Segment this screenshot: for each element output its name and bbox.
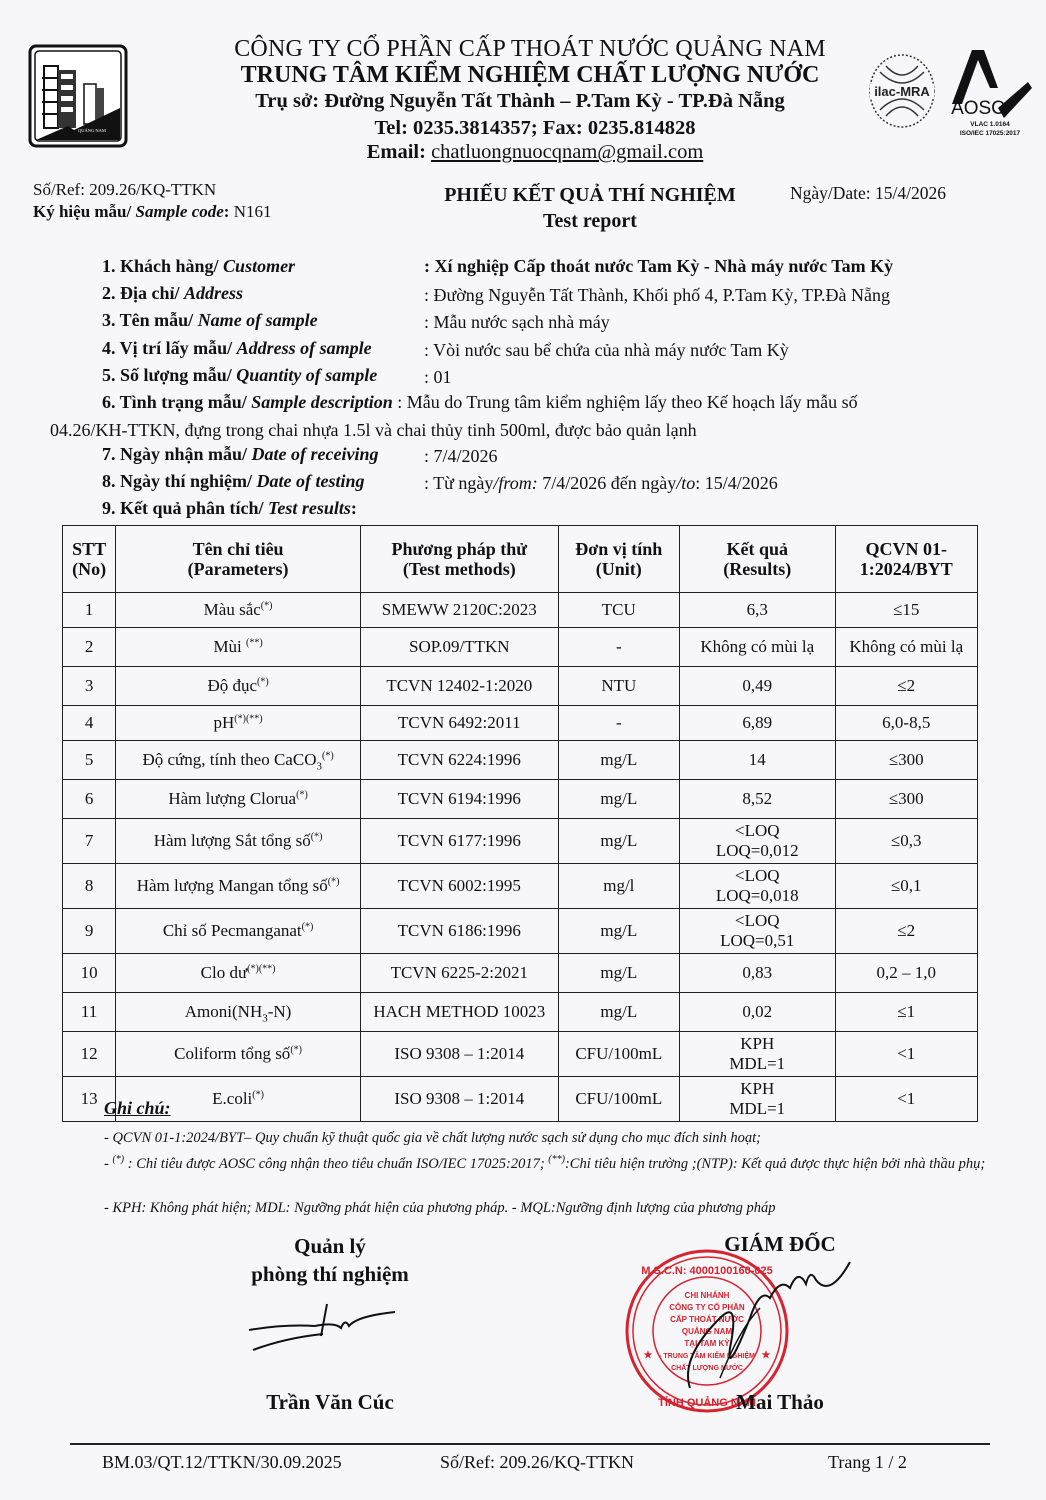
cell-parameter: Chỉ số Pecmanganat(*) xyxy=(116,909,361,954)
col-header-unit: Đơn vị tính (Unit) xyxy=(558,526,679,593)
company-name: CÔNG TY CỔ PHẦN CẤP THOÁT NƯỚC QUẢNG NAM xyxy=(234,36,826,62)
cell-method: ISO 9308 – 1:2014 xyxy=(360,1077,558,1122)
note-abbreviations: - KPH: Không phát hiện; MDL: Ngưỡng phát hiện của phương pháp. - MQL:Ngưỡng định lượng của phương pháp xyxy=(104,1200,776,1216)
cell-method: HACH METHOD 10023 xyxy=(360,993,558,1032)
cell-limit: <1 xyxy=(835,1032,978,1077)
sample-code-label-vn: Ký hiệu mẫu/ xyxy=(33,202,132,221)
cell-limit: ≤2 xyxy=(835,667,978,706)
col-header-results: Kết quả (Results) xyxy=(680,526,836,593)
info-sample-name-label: 3. Tên mẫu/ Name of sample xyxy=(102,310,318,330)
cell-unit: NTU xyxy=(558,667,679,706)
cell-method: SMEWW 2120C:2023 xyxy=(360,593,558,628)
cell-limit: ≤1 xyxy=(835,993,978,1032)
cell-unit: mg/L xyxy=(558,954,679,993)
report-date xyxy=(790,183,946,204)
note-qcvn: - QCVN 01-1:2024/BYT– Quy chuẩn kỹ thuật quốc gia về chất lượng nước sạch sử dụng cho mục đích sinh hoạt; xyxy=(104,1130,761,1146)
cell-unit: - xyxy=(558,706,679,741)
cell-unit: mg/l xyxy=(558,864,679,909)
cell-no: 13 xyxy=(63,1077,116,1122)
table-row xyxy=(63,864,978,909)
svg-text:CHI NHÁNH: CHI NHÁNH xyxy=(684,1291,730,1300)
cell-unit: TCU xyxy=(558,593,679,628)
cell-no: 10 xyxy=(63,954,116,993)
svg-text:TẠI TAM KỲ: TẠI TAM KỲ xyxy=(684,1339,730,1348)
cell-result: 14 xyxy=(680,741,836,780)
svg-text:TỈNH QUẢNG NAM: TỈNH QUẢNG NAM xyxy=(658,1397,756,1409)
ref-label: Số/Ref: xyxy=(33,180,85,199)
company-email xyxy=(320,141,750,164)
col-header-qcvn: QCVN 01- 1:2024/BYT xyxy=(835,526,978,593)
cell-limit: ≤300 xyxy=(835,741,978,780)
cell-result: 6,89 xyxy=(680,706,836,741)
cell-method: TCVN 6194:1996 xyxy=(360,780,558,819)
cell-unit: mg/L xyxy=(558,993,679,1032)
svg-text:QUẢNG NAM: QUẢNG NAM xyxy=(681,1327,733,1336)
ilac-mra-logo xyxy=(866,50,938,132)
cell-unit: mg/L xyxy=(558,819,679,864)
table-row xyxy=(63,593,978,628)
cell-parameter: E.coli(*) xyxy=(116,1077,361,1122)
aosc-logo xyxy=(948,48,1034,142)
center-name: TRUNG TÂM KIỂM NGHIỆM CHẤT LƯỢNG NƯỚC xyxy=(240,62,820,88)
date-label: Ngày/Date: xyxy=(790,183,871,203)
cell-no: 12 xyxy=(63,1032,116,1077)
lab-manager-title: Quản lý phòng thí nghiệm xyxy=(251,1234,409,1286)
results-table xyxy=(62,525,978,1122)
cell-result: 0,83 xyxy=(680,954,836,993)
info-sample-address-value: : Vòi nước sau bể chứa của nhà máy nước Tam Kỳ xyxy=(424,340,789,360)
table-row xyxy=(63,819,978,864)
cell-parameter: Hàm lượng Clorua(*) xyxy=(116,780,361,819)
footer-form-code: BM.03/QT.12/TTKN/30.09.2025 xyxy=(102,1452,342,1472)
table-row xyxy=(63,667,978,706)
table-row xyxy=(63,1032,978,1077)
cell-result: 0,02 xyxy=(680,993,836,1032)
cell-method: SOP.09/TTKN xyxy=(360,628,558,667)
info-address-value: : Đường Nguyễn Tất Thành, Khối phố 4, P.Tam Kỳ, TP.Đà Nẵng xyxy=(424,285,890,305)
svg-text:M.S.C.N: 4000100160-025: M.S.C.N: 4000100160-025 xyxy=(641,1265,773,1277)
date-value: 15/4/2026 xyxy=(875,183,947,203)
cell-method: TCVN 6186:1996 xyxy=(360,909,558,954)
cell-result: Không có mùi lạ xyxy=(680,628,836,667)
cell-parameter: pH(*)(**) xyxy=(116,706,361,741)
cell-method: TCVN 6492:2011 xyxy=(360,706,558,741)
cell-result: 0,49 xyxy=(680,667,836,706)
col-header-no: STT (No) xyxy=(63,526,116,593)
report-ref xyxy=(33,180,216,200)
cell-parameter: Độ cứng, tính theo CaCO$_3$(*) xyxy=(116,741,361,780)
cell-result: <LOQ LOQ=0,012 xyxy=(680,819,836,864)
email-link[interactable]: chatluongnuocqnam@gmail.com xyxy=(431,141,704,163)
notes-title: Ghi chú: xyxy=(104,1098,171,1118)
sample-code-label-en: Sample code xyxy=(135,202,224,221)
cell-limit: 0,2 – 1,0 xyxy=(835,954,978,993)
info-address-label: 2. Địa chỉ/ Address xyxy=(102,283,244,303)
table-row xyxy=(63,954,978,993)
aosc-iso: ISO/IEC 17025:2017 xyxy=(959,130,1021,137)
report-title xyxy=(400,182,780,234)
cell-result: KPH MDL=1 xyxy=(680,1032,836,1077)
company-phone: Tel: 0235.3814357; Fax: 0235.814828 xyxy=(374,117,696,139)
info-testing-date-label: 8. Ngày thí nghiệm/ Date of testing xyxy=(102,471,365,491)
cell-no: 5 xyxy=(63,741,116,780)
svg-text:CẤP THOÁT NƯỚC: CẤP THOÁT NƯỚC xyxy=(670,1315,744,1324)
cell-parameter: Màu sắc(*) xyxy=(116,593,361,628)
cell-unit: mg/L xyxy=(558,780,679,819)
info-sample-name-value: : Mẫu nước sạch nhà máy xyxy=(424,312,610,332)
cell-parameter: $Amoni(NH_3-N)$ xyxy=(116,993,361,1032)
col-header-parameters: Tên chỉ tiêu (Parameters) xyxy=(116,526,361,593)
report-title-vn: PHIẾU KẾT QUẢ THÍ NGHIỆM xyxy=(444,184,736,206)
cell-limit: ≤15 xyxy=(835,593,978,628)
cell-no: 6 xyxy=(63,780,116,819)
company-address: Trụ sở: Đường Nguyễn Tất Thành – P.Tam Kỳ - TP.Đà Nẵng xyxy=(255,90,785,112)
cell-no: 4 xyxy=(63,706,116,741)
svg-text:- TRUNG TÂM KIỂM NGHIỆM: - TRUNG TÂM KIỂM NGHIỆM xyxy=(659,1353,755,1360)
cell-method: ISO 9308 – 1:2014 xyxy=(360,1032,558,1077)
cell-method: TCVN 6177:1996 xyxy=(360,819,558,864)
cell-result: 8,52 xyxy=(680,780,836,819)
info-test-results-label: 9. Kết quả phân tích/ Test results: xyxy=(102,498,357,518)
info-customer-value: : Xí nghiệp Cấp thoát nước Tam Kỳ - Nhà máy nước Tam Kỳ xyxy=(424,256,894,276)
logo-text: QUẢNG NAM xyxy=(78,128,106,133)
lab-manager-signature xyxy=(245,1298,405,1363)
sample-description-continued: 04.26/KH-TTKN, đựng trong chai nhựa 1.5l và chai thủy tinh 500ml, được bảo quản lạnh xyxy=(50,420,697,440)
director-signature xyxy=(660,1258,860,1403)
table-row xyxy=(63,993,978,1032)
cell-result: <LOQ LOQ=0,51 xyxy=(680,909,836,954)
table-row xyxy=(63,1077,978,1122)
cell-parameter: Độ đục(*) xyxy=(116,667,361,706)
cell-method: TCVN 6225-2:2021 xyxy=(360,954,558,993)
cell-unit: CFU/100mL xyxy=(558,1032,679,1077)
sample-code-value: N161 xyxy=(233,202,272,221)
cell-no: 8 xyxy=(63,864,116,909)
table-row xyxy=(63,628,978,667)
cell-method: TCVN 6002:1995 xyxy=(360,864,558,909)
svg-text:CHẤT LƯỢNG NƯỚC: CHẤT LƯỢNG NƯỚC xyxy=(671,1365,743,1372)
table-row xyxy=(63,741,978,780)
cell-unit: mg/L xyxy=(558,909,679,954)
svg-text:★: ★ xyxy=(643,1350,653,1361)
cell-no: 1 xyxy=(63,593,116,628)
cell-limit: ≤2 xyxy=(835,909,978,954)
sample-code: Ký hiệu mẫu/ Sample code: N161 xyxy=(33,202,272,221)
director-title: GIÁM ĐỐC xyxy=(724,1232,836,1256)
note-accreditation: - (*) : Chỉ tiêu được AOSC công nhận theo tiêu chuẩn ISO/IEC 17025:2017; (**):Chỉ tiêu hiện trường ;(NTP): Kết quả được thực hiện bởi nhà thầu phụ; xyxy=(104,1154,986,1172)
table-row xyxy=(63,909,978,954)
info-customer-label: 1. Khách hàng/ Customer xyxy=(102,256,296,276)
table-row xyxy=(63,780,978,819)
info-testing-date-value: : Từ ngày/from: 7/4/2026 đến ngày/to: 15/4/2026 xyxy=(424,473,778,493)
footer-divider xyxy=(70,1443,990,1445)
cell-parameter: Hàm lượng Sắt tổng số(*) xyxy=(116,819,361,864)
sample-description-value: : Mẫu do Trung tâm kiểm nghiệm lấy theo Kế hoạch lấy mẫu số xyxy=(392,392,858,412)
cell-parameter: Mùi (**) xyxy=(116,628,361,667)
cell-no: 7 xyxy=(63,819,116,864)
info-receiving-date-value: : 7/4/2026 xyxy=(424,446,498,466)
aosc-vlac: VLAC 1.0164 xyxy=(970,121,1010,128)
cell-unit: - xyxy=(558,628,679,667)
cell-no: 2 xyxy=(63,628,116,667)
cell-limit: ≤0,1 xyxy=(835,864,978,909)
lab-manager-name: Trần Văn Cúc xyxy=(266,1390,394,1414)
cell-result: KPH MDL=1 xyxy=(680,1077,836,1122)
report-title-en: Test report xyxy=(543,210,637,232)
ilac-text: ilac-MRA xyxy=(874,84,930,99)
cell-limit: <1 xyxy=(835,1077,978,1122)
cell-parameter: Clo dư(*)(**) xyxy=(116,954,361,993)
info-receiving-date-label: 7. Ngày nhận mẫu/ Date of receiving xyxy=(102,444,379,464)
cell-limit: Không có mùi lạ xyxy=(835,628,978,667)
footer-ref: Số/Ref: 209.26/KQ-TTKN xyxy=(440,1452,634,1472)
company-logo xyxy=(28,44,128,148)
svg-text:★: ★ xyxy=(761,1350,771,1361)
cell-method: TCVN 6224:1996 xyxy=(360,741,558,780)
cell-no: 3 xyxy=(63,667,116,706)
cell-no: 11 xyxy=(63,993,116,1032)
cell-parameter: Coliform tổng số(*) xyxy=(116,1032,361,1077)
cell-parameter: Hàm lượng Mangan tổng số(*) xyxy=(116,864,361,909)
cell-limit: ≤300 xyxy=(835,780,978,819)
cell-limit: 6,0-8,5 xyxy=(835,706,978,741)
cell-limit: ≤0,3 xyxy=(835,819,978,864)
cell-result: <LOQ LOQ=0,018 xyxy=(680,864,836,909)
table-row xyxy=(63,706,978,741)
info-quantity-label: 5. Số lượng mẫu/ Quantity of sample xyxy=(102,365,378,385)
table-header-row xyxy=(63,526,978,593)
svg-text:CÔNG TY CỔ PHẦN: CÔNG TY CỔ PHẦN xyxy=(669,1303,745,1312)
footer-page: Trang 1 / 2 xyxy=(828,1452,907,1472)
info-sample-address-label: 4. Vị trí lấy mẫu/ Address of sample xyxy=(102,338,372,358)
ref-value: 209.26/KQ-TTKN xyxy=(89,180,217,199)
col-header-methods: Phương pháp thử (Test methods) xyxy=(360,526,558,593)
email-label: Email: xyxy=(366,141,426,163)
info-sample-description: 6. Tình trạng mẫu/ Sample description : Mẫu do Trung tâm kiểm nghiệm lấy theo Kế hoạch lấy mẫu số xyxy=(102,392,858,412)
cell-unit: CFU/100mL xyxy=(558,1077,679,1122)
cell-method: TCVN 12402-1:2020 xyxy=(360,667,558,706)
info-quantity-value: : 01 xyxy=(424,367,452,387)
cell-result: 6,3 xyxy=(680,593,836,628)
cell-unit: mg/L xyxy=(558,741,679,780)
aosc-text: AOSC xyxy=(951,98,1005,119)
cell-no: 9 xyxy=(63,909,116,954)
director-name: Mai Thảo xyxy=(736,1390,824,1414)
